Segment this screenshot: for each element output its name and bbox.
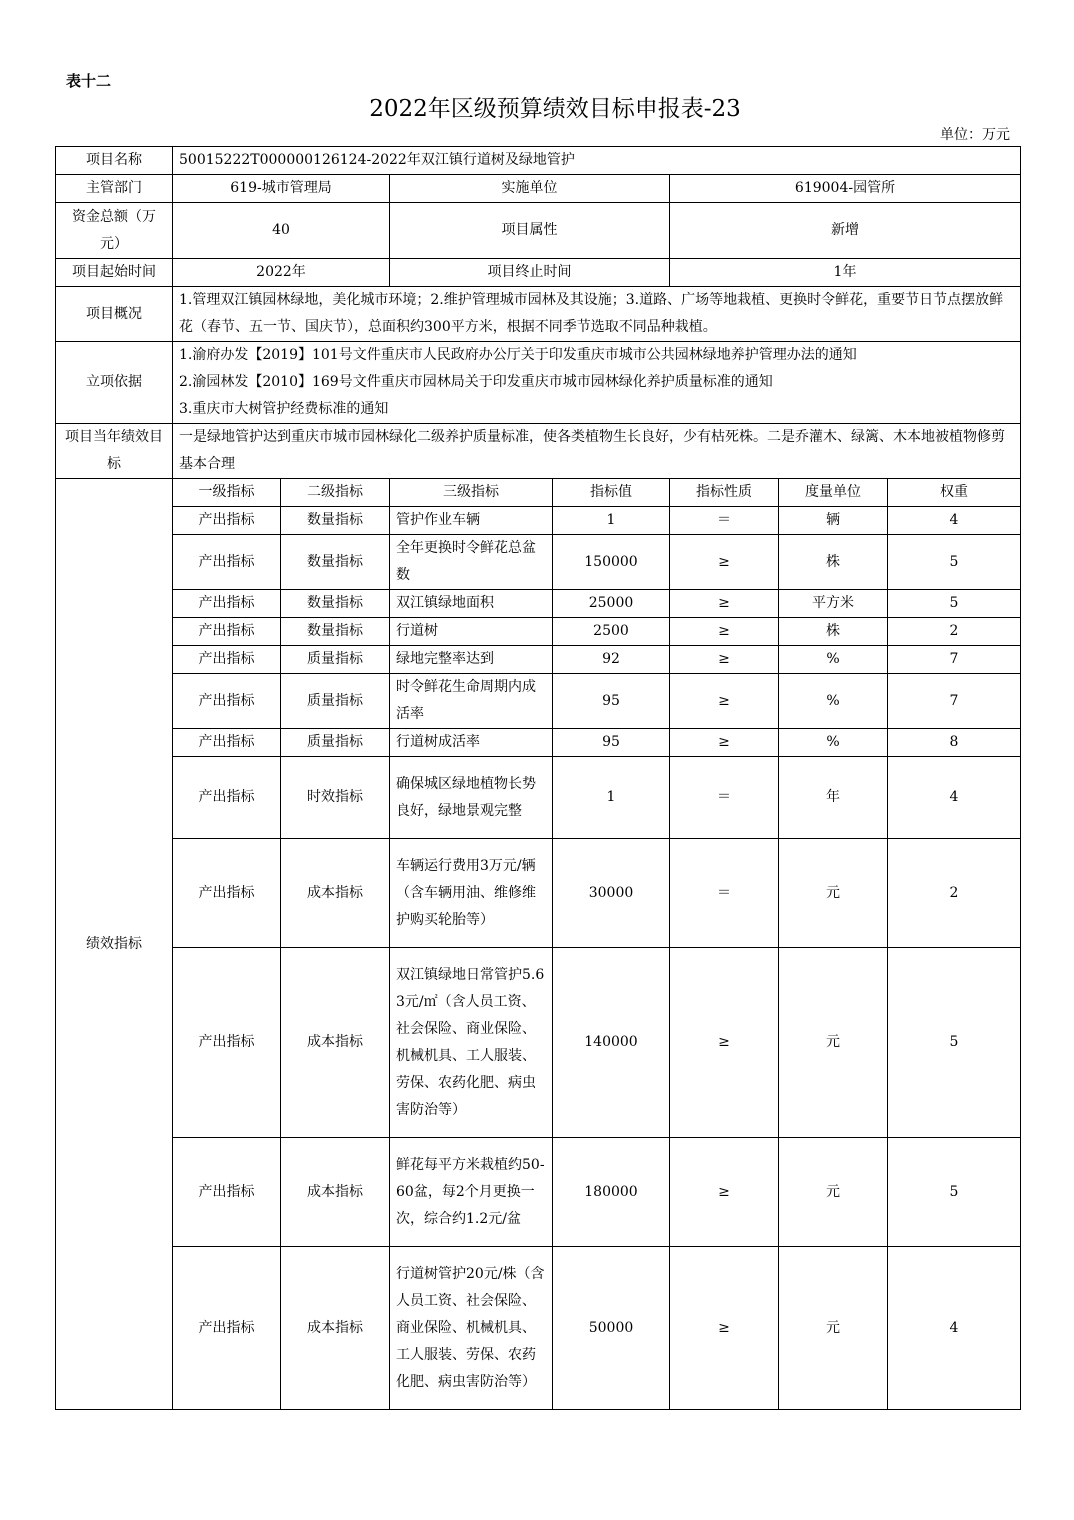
indicator-value: 1 xyxy=(553,757,670,839)
indicator-nature: ＝ xyxy=(670,507,779,535)
indicator-level3: 车辆运行费用3万元/辆（含车辆用油、维修维护购买轮胎等） xyxy=(390,839,553,948)
indicator-value: 95 xyxy=(553,729,670,757)
indicator-level3: 全年更换时令鲜花总盆数 xyxy=(390,535,553,590)
end-time-value: 1年 xyxy=(670,259,1021,287)
indicator-level2: 质量指标 xyxy=(281,674,390,729)
indicator-value: 2500 xyxy=(553,618,670,646)
indicator-level2: 质量指标 xyxy=(281,646,390,674)
indicator-weight: 2 xyxy=(888,839,1021,948)
indicator-level3: 行道树成活率 xyxy=(390,729,553,757)
project-attr-label: 项目属性 xyxy=(390,203,670,259)
dept-label: 主管部门 xyxy=(56,175,173,203)
indicator-nature: ≥ xyxy=(670,1138,779,1247)
basis-label: 立项依据 xyxy=(56,342,173,424)
indicator-level2: 成本指标 xyxy=(281,948,390,1138)
overview-label: 项目概况 xyxy=(56,287,173,342)
indicator-row xyxy=(56,948,1021,1138)
indicator-value: 150000 xyxy=(553,535,670,590)
indicator-row xyxy=(56,839,1021,948)
basis-list xyxy=(173,342,1021,424)
indicator-value: 180000 xyxy=(553,1138,670,1247)
indicator-value: 95 xyxy=(553,674,670,729)
indicator-weight: 5 xyxy=(888,948,1021,1138)
indicator-level2: 时效指标 xyxy=(281,757,390,839)
indicator-row xyxy=(56,1247,1021,1410)
indicator-value: 30000 xyxy=(553,839,670,948)
indicator-nature: ＝ xyxy=(670,757,779,839)
indicator-row xyxy=(56,535,1021,590)
indicator-level1: 产出指标 xyxy=(173,729,281,757)
basis-item: 3.重庆市大树管护经费标准的通知 xyxy=(179,401,389,417)
indicator-level2: 成本指标 xyxy=(281,1247,390,1410)
indicator-level3: 管护作业车辆 xyxy=(390,507,553,535)
indicator-level2: 质量指标 xyxy=(281,729,390,757)
start-time-value: 2022年 xyxy=(173,259,390,287)
header-value: 指标值 xyxy=(553,479,670,507)
indicator-unit: 平方米 xyxy=(779,590,888,618)
impl-unit-label: 实施单位 xyxy=(390,175,670,203)
indicator-level1: 产出指标 xyxy=(173,646,281,674)
indicator-nature: ＝ xyxy=(670,839,779,948)
indicator-level2: 数量指标 xyxy=(281,535,390,590)
indicator-unit: 元 xyxy=(779,1247,888,1410)
indicator-row xyxy=(56,507,1021,535)
indicator-row xyxy=(56,1138,1021,1247)
indicator-level2: 成本指标 xyxy=(281,839,390,948)
overview-value: 1.管理双江镇园林绿地，美化城市环境；2.维护管理城市园林及其设施；3.道路、广场等地栽植、更换时令鲜花，重要节日节点摆放鲜花（春节、五一节、国庆节），总面积约300平方米，根据不同季节选取不同品种栽植。 xyxy=(173,287,1021,342)
indicator-weight: 7 xyxy=(888,674,1021,729)
end-time-label: 项目终止时间 xyxy=(390,259,670,287)
indicator-level3: 鲜花每平方米栽植约50-60盆，每2个月更换一次，综合约1.2元/盆 xyxy=(390,1138,553,1247)
indicator-nature: ≥ xyxy=(670,646,779,674)
indicator-unit: 株 xyxy=(779,535,888,590)
table-number: 表十二 xyxy=(66,72,112,90)
indicator-level1: 产出指标 xyxy=(173,1138,281,1247)
indicator-row xyxy=(56,590,1021,618)
total-funds-label: 资金总额（万元） xyxy=(56,203,173,259)
indicator-nature: ≥ xyxy=(670,590,779,618)
indicator-weight: 5 xyxy=(888,590,1021,618)
indicator-weight: 4 xyxy=(888,1247,1021,1410)
indicator-level1: 产出指标 xyxy=(173,948,281,1138)
document-title: 2022年区级预算绩效目标申报表-23 xyxy=(369,96,741,122)
indicator-weight: 5 xyxy=(888,1138,1021,1247)
indicator-level3: 行道树 xyxy=(390,618,553,646)
indicator-row xyxy=(56,618,1021,646)
indicator-nature: ≥ xyxy=(670,674,779,729)
indicator-level3: 双江镇绿地面积 xyxy=(390,590,553,618)
project-name-label: 项目名称 xyxy=(56,147,173,175)
basis-item: 1.渝府办发【2019】101号文件重庆市人民政府办公厅关于印发重庆市城市公共园林绿地养护管理办法的通知 xyxy=(179,347,857,363)
header-unit: 度量单位 xyxy=(779,479,888,507)
header-level2: 二级指标 xyxy=(281,479,390,507)
indicator-value: 50000 xyxy=(553,1247,670,1410)
indicator-weight: 4 xyxy=(888,757,1021,839)
indicator-row xyxy=(56,674,1021,729)
total-funds-value: 40 xyxy=(173,203,390,259)
indicator-nature: ≥ xyxy=(670,618,779,646)
project-attr-value: 新增 xyxy=(670,203,1021,259)
indicator-level2: 成本指标 xyxy=(281,1138,390,1247)
indicator-level1: 产出指标 xyxy=(173,839,281,948)
indicator-level3: 绿地完整率达到 xyxy=(390,646,553,674)
indicator-unit: 辆 xyxy=(779,507,888,535)
indicator-nature: ≥ xyxy=(670,535,779,590)
header-level3: 三级指标 xyxy=(390,479,553,507)
header-level1: 一级指标 xyxy=(173,479,281,507)
dept-value: 619-城市管理局 xyxy=(173,175,390,203)
indicator-unit: 元 xyxy=(779,839,888,948)
indicator-row xyxy=(56,757,1021,839)
indicator-unit: % xyxy=(779,646,888,674)
indicator-level3: 确保城区绿地植物长势良好，绿地景观完整 xyxy=(390,757,553,839)
indicator-level2: 数量指标 xyxy=(281,507,390,535)
indicator-level3: 时令鲜花生命周期内成活率 xyxy=(390,674,553,729)
indicator-nature: ≥ xyxy=(670,948,779,1138)
indicator-row xyxy=(56,646,1021,674)
budget-table xyxy=(55,146,1021,1410)
indicator-weight: 8 xyxy=(888,729,1021,757)
indicator-weight: 4 xyxy=(888,507,1021,535)
indicator-nature: ≥ xyxy=(670,729,779,757)
indicator-value: 92 xyxy=(553,646,670,674)
indicator-unit: % xyxy=(779,674,888,729)
indicator-header-row xyxy=(56,479,1021,507)
indicator-unit: 元 xyxy=(779,948,888,1138)
indicator-weight: 2 xyxy=(888,618,1021,646)
indicator-unit: 年 xyxy=(779,757,888,839)
basis-item: 2.渝园林发【2010】169号文件重庆市园林局关于印发重庆市城市园林绿化养护质量标准的通知 xyxy=(179,374,773,390)
indicator-level1: 产出指标 xyxy=(173,1247,281,1410)
indicator-level1: 产出指标 xyxy=(173,674,281,729)
indicator-weight: 5 xyxy=(888,535,1021,590)
indicator-value: 25000 xyxy=(553,590,670,618)
indicator-level3: 双江镇绿地日常管护5.63元/㎡（含人员工资、社会保险、商业保险、机械机具、工人服装、劳保、农药化肥、病虫害防治等） xyxy=(390,948,553,1138)
indicator-level1: 产出指标 xyxy=(173,535,281,590)
indicator-unit: 元 xyxy=(779,1138,888,1247)
indicator-level2: 数量指标 xyxy=(281,618,390,646)
indicator-level1: 产出指标 xyxy=(173,618,281,646)
indicator-level2: 数量指标 xyxy=(281,590,390,618)
goal-value: 一是绿地管护达到重庆市城市园林绿化二级养护质量标准，使各类植物生长良好，少有枯死株。二是乔灌木、绿篱、木本地被植物修剪基本合理 xyxy=(173,424,1021,479)
indicator-row xyxy=(56,729,1021,757)
project-name-value: 50015222T000000126124-2022年双江镇行道树及绿地管护 xyxy=(173,147,1021,175)
perf-label: 绩效指标 xyxy=(56,479,173,1410)
unit-label: 单位：万元 xyxy=(940,127,1010,143)
indicator-unit: % xyxy=(779,729,888,757)
indicator-weight: 7 xyxy=(888,646,1021,674)
indicator-level1: 产出指标 xyxy=(173,757,281,839)
indicator-unit: 株 xyxy=(779,618,888,646)
indicator-value: 140000 xyxy=(553,948,670,1138)
header-weight: 权重 xyxy=(888,479,1021,507)
indicator-nature: ≥ xyxy=(670,1247,779,1410)
indicator-level1: 产出指标 xyxy=(173,590,281,618)
indicator-level3: 行道树管护20元/株（含人员工资、社会保险、商业保险、机械机具、工人服装、劳保、农药化肥、病虫害防治等） xyxy=(390,1247,553,1410)
impl-unit-value: 619004-园管所 xyxy=(670,175,1021,203)
start-time-label: 项目起始时间 xyxy=(56,259,173,287)
indicator-level1: 产出指标 xyxy=(173,507,281,535)
header-nature: 指标性质 xyxy=(670,479,779,507)
indicator-value: 1 xyxy=(553,507,670,535)
goal-label: 项目当年绩效目标 xyxy=(56,424,173,479)
